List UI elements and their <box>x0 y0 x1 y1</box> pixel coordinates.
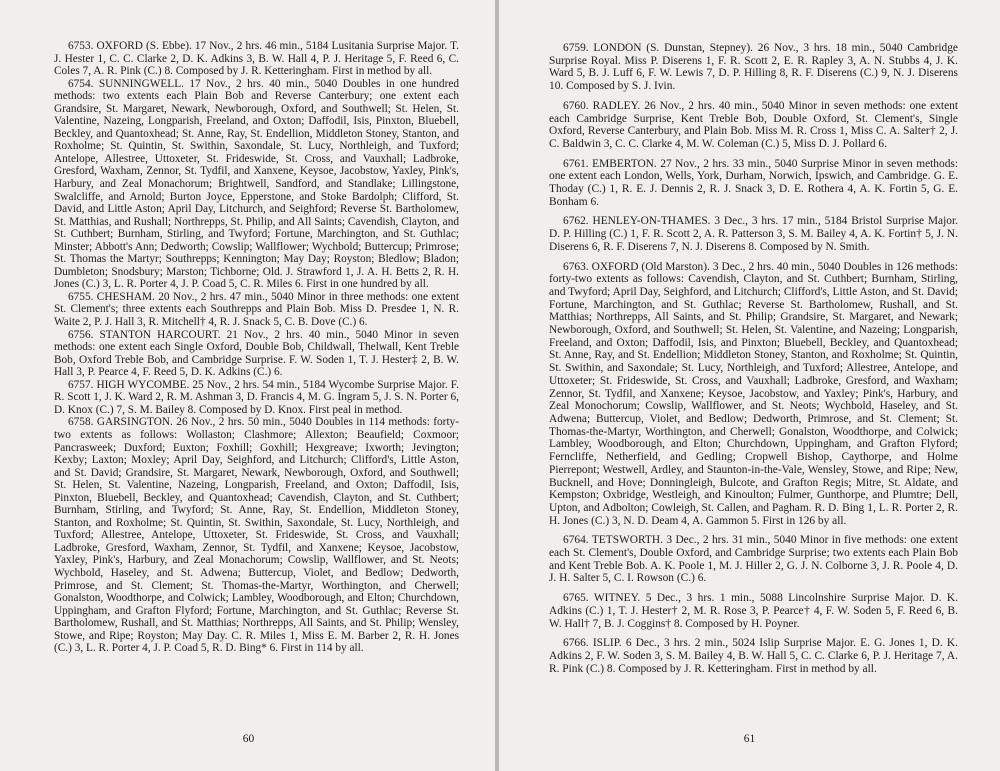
peal-entry-6761: 6761. EMBERTON. 27 Nov., 2 hrs. 33 min., 5040 Surprise Minor in seven methods: one extent each London, Wells, York, Durham, Norwich, Ipswich, and Cambridge. G. E. Thoday (C.) 1, R. E. J. Dennis 2, R. J. Snack 3, D. E. Rothera 4, A. K. Fortin 5, G. E. Bonham 6. <box>549 157 958 208</box>
peal-entry-6754: 6754. SUNNINGWELL. 17 Nov., 2 hrs. 40 min., 5040 Doubles in one hundred methods: two extents each Plain Bob and Reverse Canterbury; one extent each Grandsire, St. Margaret, Newark, Newborough, Oxford, and Southwell; St. Helen, St. Valentine, Nazeing, Longparish, Freeland, and Oxton; Daffodil, Isis, Pinxton, Bluebell, Beckley, and Quantoxhead; St. Anne, Ray, St. Endellion, Middleton Stoney, Stanton, and Roxholme; St. Quintin, St. Swithin, Saxondale, St. Lucy, Northleigh, and Tuxford; Antelope, Allestree, Uttoxeter, St. Frideswide, St. Cross, and Vauxhall; Ladbroke, Gresford, Waxham, Zennor, St. Tydfil, and Xanxene, Keysoe, Jacobstow, Yaxley, Pink's, Harbury, and Zeal Monachorum; Brightwell, Sandford, and Standlake; Lillingstone, Swalcliffe, and Arnold; Burton Joyce, Epperstone, and Stoke Bardolph; Clifford, St. David, and Little Aston; April Day, Litchurch, and Seighford; Reverse St. Bartholomew, St. Matthias, and Rushall; Northrepps, St. Philip, and All Saints; Cavendish, Clayton, and St. Cuthbert; Burnham, Stirling, and Twyford; Fortune, Marchington, and St. Guthlac; Minster; Abbott's Ann; Dedworth; Cowslip; Wallflower; Wychbold; Buttercup; Primrose; St. Thomas the Martyr; Southrepps; Kennington; May Day; Royston; Bledlow; Bladon; Dumbleton; Snodsbury; Marston; Tichborne; Old. J. Strawford 1, J. A. H. Betts 2, R. H. Jones (C.) 3, L. R. Porter 4, J. P. Coad 5, C. R. Miles 6. First in one hundred by all. <box>54 77 459 291</box>
peal-entry-6755: 6755. CHESHAM. 20 Nov., 2 hrs. 47 min., 5040 Minor in three methods: one extent St. Clement's; three extents each Southrepps and Plain Bob. Miss D. Presdee 1, N. R. Waite 2, P. J. Hall 3, R. Mitchell† 4, R. J. Snack 5, C. B. Dove (C.) 6. <box>54 290 459 329</box>
peal-entry-6756: 6756. STANTON HARCOURT. 21 Nov., 2 hrs. 40 min., 5040 Minor in seven methods: one extent each Single Oxford, Double Bob, Childwall, Thelwall, Kent Treble Bob, Oxford Treble Bob, and Cambridge Surprise. F. W. Soden 1, T. J. Hester‡ 2, B. W. Hall 3, P. Pearce 4, F. Reed 5, D. K. Adkins (C.) 6. <box>54 328 459 379</box>
peal-entry-6753: 6753. OXFORD (S. Ebbe). 17 Nov., 2 hrs. 46 min., 5184 Lusitania Surprise Major. T. J. Hester 1, C. C. Clarke 2, D. K. Adkins 3, B. W. Hall 4, P. J. Heritage 5, F. Reed 6, C. Coles 7, A. R. Pink (C.) 8. Composed by J. R. Ketteringham. First in method by all. <box>54 40 459 78</box>
peal-entry-6762: 6762. HENLEY-ON-THAMES. 3 Dec., 3 hrs. 17 min., 5184 Bristol Surprise Major. D. P. Hilling (C.) 1, F. R. Scott 2, A. R. Patterson 3, S. M. Bailey 4, A. K. Fortin† 5, J. N. Diserens 6, R. F. Diserens 7, N. J. Diserens 8. Composed by N. Smith. <box>549 215 958 253</box>
peal-entry-6763: 6763. OXFORD (Old Marston). 3 Dec., 2 hrs. 40 min., 5040 Doubles in 126 methods: forty-two extents as follows: Cavendish, Clayton, and St. Cuthbert; Burnham, Stirling, and Twyford; April Day, Seighford, and Litchurch; Clifford's, Little Aston, and St. David; Fortune, Marchington, and St. Guthlac; Reverse St. Bartholomew, Rushall, and St. Matthias; Northrepps, All Saints, and St. Philip; Grandsire, St. Margaret, and Newark; Newborough, Oxford, and Southwell; St. Helen, St. Valentine, and Nazeing; Longparish, Freeland, and Oxton; Daffodil, Isis, and Pinxton; Bluebell, Beckley, and Quantoxhead; St. Anne, Ray, and St. Endellion; Middleton Stoney, Stanton, and Roxholme; St. Quintin, St. Swithin, and Saxondale; St. Lucy, Northleigh, and Tuxford; Allestree, Antelope, and Uttoxeter; St. Frideswide, St. Cross, and Vauxhall; Ladbroke, Gresford, and Waxham; Zennor, St. Tydfil, and Xanxene; Keysoe, Jacobstow, and Yaxley; Pink's, Harbury, and Zeal Monochorum; Cowslip, Wallflower, and St. Neots; Wychbold, Haseley, and St. Adwena; Buttercup, Violet, and Bedlow; Dedworth, Primrose, and St. Clement; St. Thomas-the-Martyr, Worthington, and Cherwell; Gonalston, Woodthorpe, and Colwick; Lambley, Woodborough, and Elton; Churchdown, Uppingham, and Grafton Flyford; Ferncliffe, Netherfield, and Gedling; Cropwell Bishop, Caythorpe, and Holme Pierrepont; Westwell, Ardley, and Staunton-in-the-Vale, Wensley, Stowe, and Ripe; New, Bucknell, and Hove; Donningleigh, Bulcote, and Grafton Regis; Mitre, St. Aldate, and Kempston; Oxbridge, Westleigh, and Kinoulton; Fulmer, Gunthorpe, and Plumtre; Dell, Upton, and Adbolton; Cowleigh, St. Callen, and Pagham. R. D. Bing 1, L. R. Porter 2, R. H. Jones (C.) 3, N. D. Deam 4, A. Gammon 5. First in 126 by all. <box>549 260 958 527</box>
peal-entry-6758: 6758. GARSINGTON. 26 Nov., 2 hrs. 50 min., 5040 Doubles in 114 methods: forty-two extents as follows: Wollaston; Clashmore; Allexton; Beaufield; Coxmoor; Pancrasweek; Duxford; Euxton; Foxhill; Goxhill; Hexgreave; Ixworth; Jevington; Kexby; Laxton; Moxley; April Day, Seighford, and Litchurch; Clifford's, Little Aston, and St. David; Grandsire, St. Margaret, Newark, Newborough, Oxford, and Southwell; St. Helen, St. Valentine, Nazeing, Longparish, Freeland, and Oxton; Daffodil, Isis, Pinxton, Bluebell, Beckley, and Quantoxhead; Cavendish, Clayton, and St. Cuthbert; Burnham, Stirling, and Twyford; St. Anne, Ray, St. Endellion, Middleton Stoney, Stanton, and Roxholme; St. Quintin, St. Swithin, Saxondale, St. Lucy, Northleigh, and Tuxford; Allestree, Antelope, Uttoxeter, St. Frideswide, St. Cross, and Vauxhall; Ladbroke, Gresford, Waxham, Zennor, St. Tydfil, and Xanxene; Keysoe, Jacobstow, Yaxley, Pink's, Harbury, and Zeal Monachorum; Cowslip, Wallflower, and St. Neots; Wychbold, Haseley, and St. Adwena; Buttercup, Violet, and Bedlow; Dedworth, Primrose, and St. Clement; St. Thomas-the-Martyr, Worthington, and Cherwell; Gonalston, Woodthorpe, and Colwick; Lambley, Woodborough, and Elton; Churchdown, Uppingham, and Grafton Flyford; Fortune, Marchington, and St. Guthlac; Reverse St. Bartholomew, Rushall, and St. Matthias; Northrepps, All Saints, and St. Philip; Wensley, Stowe, and Ripe; Royston; May Day. C. R. Miles 1, Miss E. M. Barber 2, R. H. Jones (C.) 3, L. R. Porter 4, J. P. Coad 5, R. D. Bing* 6. First in 114 by all. <box>54 416 459 655</box>
right-page <box>499 0 1000 771</box>
peal-entry-6759: 6759. LONDON (S. Dunstan, Stepney). 26 Nov., 3 hrs. 18 min., 5040 Cambridge Surprise Royal. Miss P. Diserens 1, F. R. Scott 2, E. R. Rapley 3, A. N. Stubbs 4, J. K. Ward 5, B. J. Luff 6, F. W. Lewis 7, D. P. Hilling 8, R. F. Diserens (C.) 9, N. J. Diserens 10. Composed by S. J. Ivin. <box>549 42 958 93</box>
peal-entry-6766: 6766. ISLIP. 6 Dec., 3 hrs. 2 min., 5024 Islip Surprise Major. E. G. Jones 1, D. K. Adkins 2, F. W. Soden 3, S. M. Bailey 4, B. W. Hall 5, C. C. Clarke 6, P. J. Heritage 7, A. R. Pink (C.) 8. Composed by J. R. Ketteringham. First in method by all. <box>549 637 958 675</box>
peal-entry-6765: 6765. WITNEY. 5 Dec., 3 hrs. 1 min., 5088 Lincolnshire Surprise Major. D. K. Adkins (C.) 1, T. J. Hester† 2, M. R. Rose 3, P. Pearce† 4, F. W. Soden 5, F. Reed 6, B. W. Hall† 7, B. J. Coggins† 8. Composed by H. Poyner. <box>549 592 958 630</box>
peal-entry-6764: 6764. TETSWORTH. 3 Dec., 2 hrs. 31 min., 5040 Minor in five methods: one extent each St. Clement's, Double Oxford, and Cambridge Surprise; two extents each Plain Bob and Kent Treble Bob. A. K. Poole 1, M. J. Hiller 2, G. J. N. Colborne 3, J. R. Poole 4, D. J. H. Salter 5, C. I. Rowson (C.) 6. <box>549 534 958 585</box>
left-page <box>0 0 497 771</box>
page-number-right: 61 <box>743 733 756 745</box>
peal-entry-6757: 6757. HIGH WYCOMBE. 25 Nov., 2 hrs. 54 min., 5184 Wycombe Surprise Major. F. R. Scott 1, J. K. Ward 2, R. M. Ashman 3, D. Francis 4, M. G. Ingram 5, J. S. N. Porter 6, D. Knox (C.) 7, S. M. Bailey 8. Composed by D. Knox. First peal in method. <box>54 378 459 416</box>
peal-entry-6760: 6760. RADLEY. 26 Nov., 2 hrs. 40 min., 5040 Minor in seven methods: one extent each Cambridge Surprise, Kent Treble Bob, Double Oxford, St. Clement's, Single Oxford, Reverse Canterbury, and Plain Bob. Miss M. R. Cross 1, Miss C. A. Salter† 2, J. C. Baldwin 3, C. C. Clarke 4, M. W. Coleman (C.) 5, Miss D. J. Pollard 6. <box>549 99 958 150</box>
page-number-left: 60 <box>242 733 255 745</box>
